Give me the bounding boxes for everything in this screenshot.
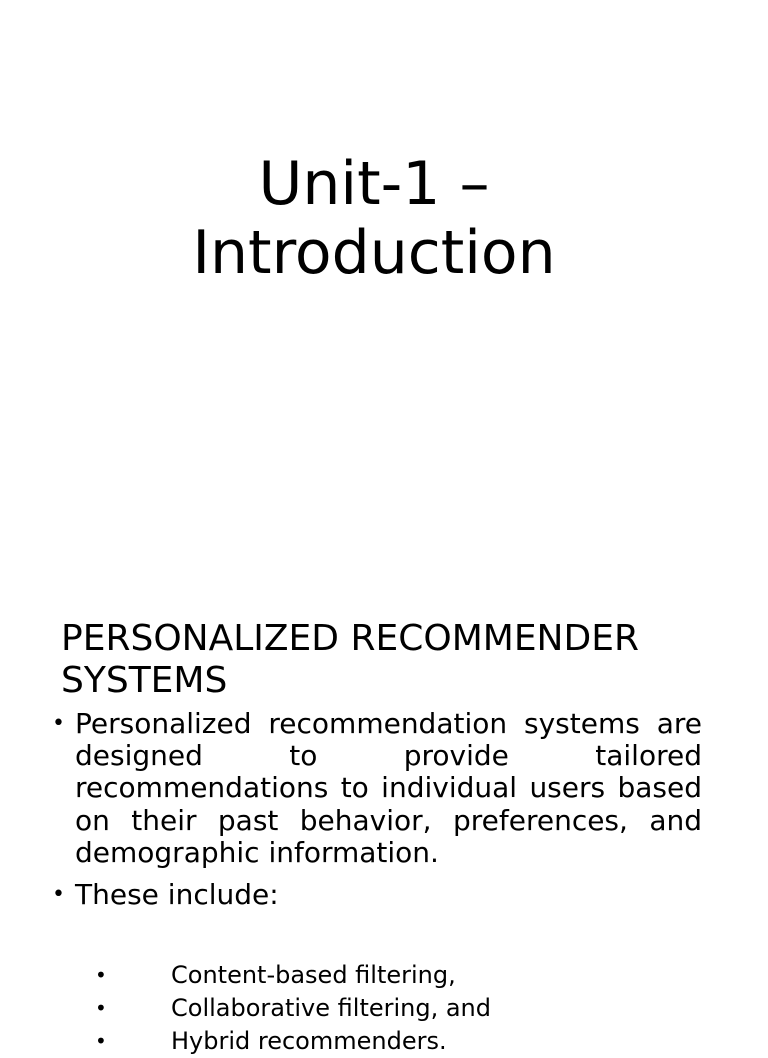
sub-bullet-item: [95, 959, 695, 992]
bullet-text: These include:: [75, 878, 279, 912]
slide-title-line-1: Unit-1 –: [258, 149, 490, 219]
sub-bullet-list: [95, 959, 695, 1058]
sub-bullet-marker: •: [95, 996, 107, 1020]
sub-bullet-text: Content-based filtering,: [171, 961, 456, 989]
sub-bullet-text: Collaborative filtering, and: [171, 994, 492, 1022]
sub-bullet-item: [95, 992, 695, 1025]
sub-bullet-marker: •: [95, 1029, 107, 1053]
slide-title: [0, 150, 768, 288]
bullet-item: [52, 879, 702, 911]
bullet-marker: •: [52, 711, 65, 736]
bullet-text: Personalized recommendation systems are designed to provide tailored recommendations to individual users based on their past behavior, preferences, and demographic information.: [75, 707, 702, 869]
bullet-list: [52, 708, 702, 921]
bullet-marker: •: [52, 882, 65, 908]
slide-title-line-2: Introduction: [192, 218, 556, 288]
sub-bullet-text: Hybrid recommenders.: [171, 1027, 447, 1055]
section-heading-line-2: SYSTEMS: [61, 660, 228, 701]
bullet-item: [52, 708, 702, 869]
section-heading-line-1: PERSONALIZED RECOMMENDER: [61, 618, 639, 659]
content-slide: [0, 576, 768, 1055]
sub-bullet-item: [95, 1025, 695, 1058]
sub-bullet-marker: •: [95, 963, 107, 987]
section-heading: [61, 618, 721, 702]
